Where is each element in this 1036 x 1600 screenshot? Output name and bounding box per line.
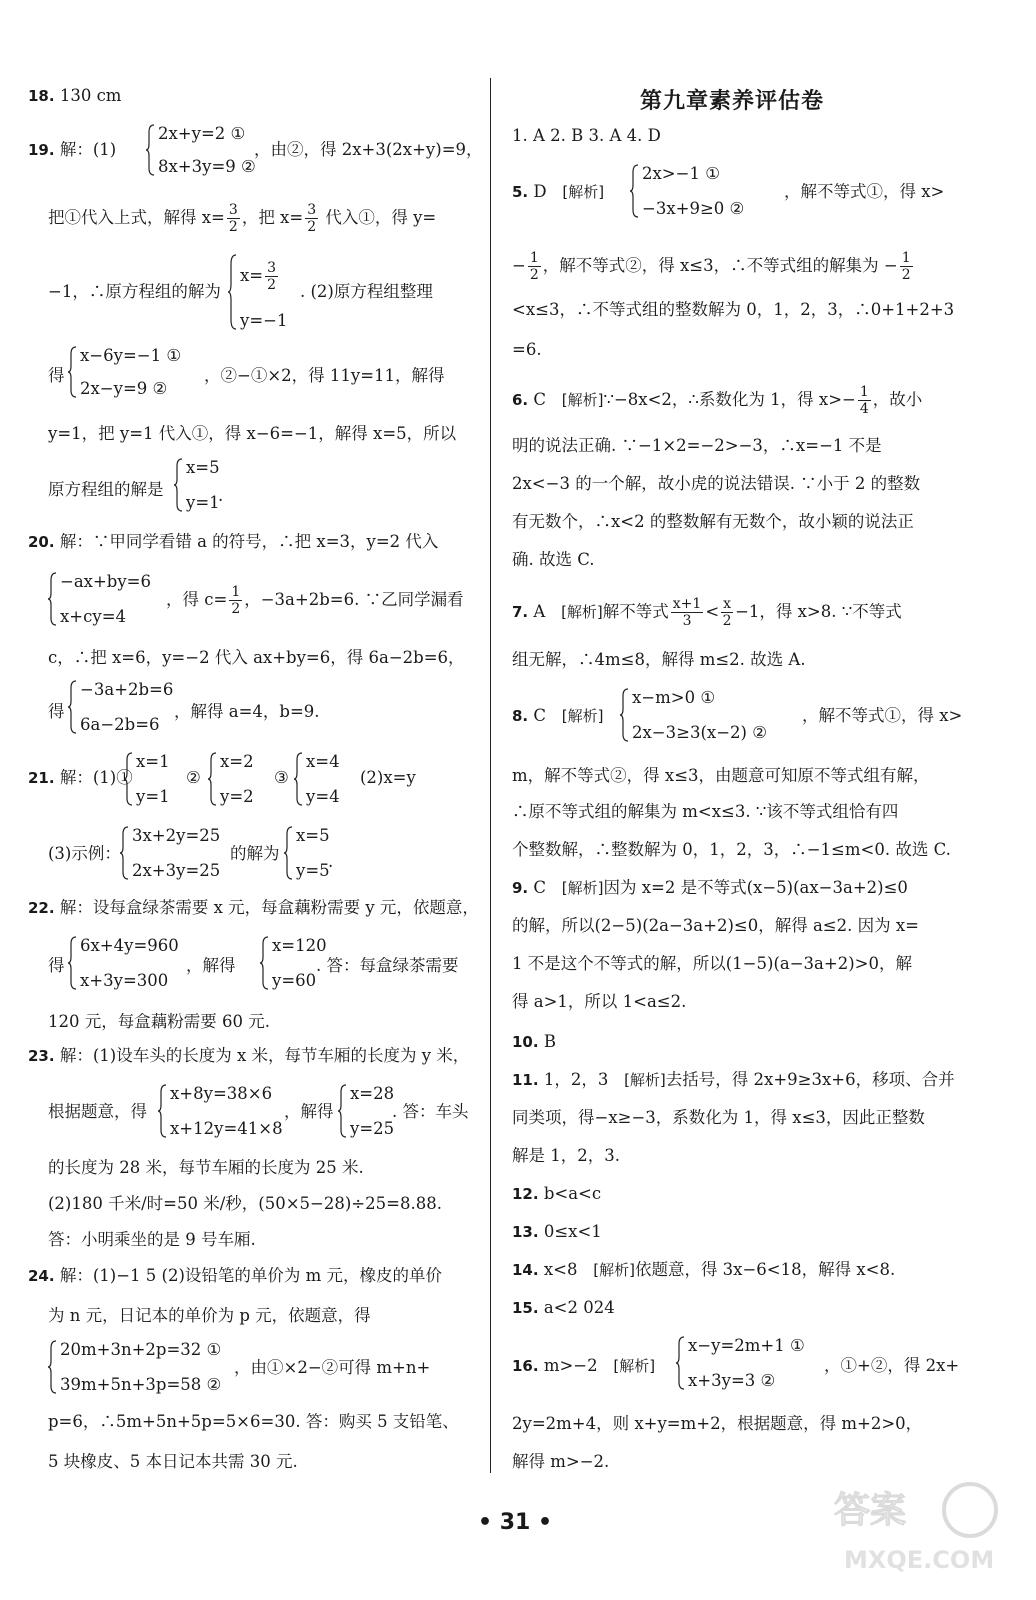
fraction: $\frac{1}{4}$ bbox=[859, 384, 869, 417]
text-line: ，解得 bbox=[284, 1102, 334, 1121]
equation-system: 6x+4y=960 x+3y=300 bbox=[68, 936, 198, 990]
text-line: 5 块橡皮、5 本日记本共需 30 元. bbox=[48, 1452, 298, 1471]
brace-icon bbox=[48, 572, 57, 626]
fraction: $\frac{1}{2}$ bbox=[901, 250, 911, 283]
answer-23-line1: 23. 解：(1)设车头的长度为 x 米，每节车厢的长度为 y 米， bbox=[28, 1046, 470, 1065]
solution-system: x=2 y=2 bbox=[208, 752, 258, 806]
text-line: 解是 1，2，3. bbox=[512, 1146, 620, 1165]
brace-icon bbox=[338, 1084, 347, 1138]
brace-icon bbox=[158, 1084, 167, 1138]
answer-21-line1: 21. 解：(1)① bbox=[28, 768, 133, 787]
brace-icon bbox=[294, 752, 303, 806]
text-line: −1，∴原方程组的解为 bbox=[48, 282, 221, 301]
answer-12: 12. b<a<c bbox=[512, 1184, 602, 1203]
column-divider bbox=[490, 78, 491, 1473]
brace-icon bbox=[124, 752, 133, 806]
equation-system: x−6y=−1 ① 2x−y=9 ② bbox=[68, 346, 218, 398]
brace-icon bbox=[228, 254, 237, 330]
text-line: 个整数解，∴整数解为 0，1，2，3，∴−1≤m<0. 故选 C. bbox=[512, 840, 951, 859]
solution-system: x= $\frac{3}{2}$ y=−1 bbox=[228, 254, 298, 330]
brace-icon bbox=[48, 1340, 57, 1394]
fraction: $\frac{3}{2}$ bbox=[267, 260, 277, 293]
brace-icon bbox=[260, 936, 269, 990]
text-line: <x≤3，∴不等式组的整数解为 0，1，2，3，∴0+1+2+3 bbox=[512, 300, 955, 319]
text-line: 的解为 bbox=[230, 844, 280, 863]
answer-20-line2: ，得 c= $\frac{1}{2}$ ，−3a+2b=6. ∵乙同学漏看 bbox=[166, 584, 464, 617]
text-line: . bbox=[218, 486, 224, 505]
watermark-logo-icon bbox=[830, 1470, 1000, 1580]
text-line: 为 n 元，日记本的单价为 p 元，依题意，得 bbox=[48, 1306, 371, 1325]
brace-icon bbox=[174, 458, 183, 512]
answer-5-line2: − $\frac{1}{2}$ ，解不等式②，得 x≤3，∴不等式组的解集为 − $\frac{1}{2}$ bbox=[512, 250, 911, 283]
fraction: $\frac{x+1}{3}$ bbox=[672, 596, 702, 629]
text-line: 2y=2m+4，则 x+y=m+2，根据题意，得 m+2>0， bbox=[512, 1414, 923, 1433]
equation-system: x−y=2m+1 ① x+3y=3 ② bbox=[676, 1336, 826, 1390]
answers-1-4: 1. A 2. B 3. A 4. D bbox=[512, 126, 661, 145]
text-line: 120 元，每盒藕粉需要 60 元. bbox=[48, 1012, 270, 1031]
text-line: (2)x=y bbox=[360, 768, 416, 787]
brace-icon bbox=[284, 826, 293, 880]
answer-24-line1: 24. 解：(1)−1 5 (2)设铅笔的单价为 m 元，橡皮的单价 bbox=[28, 1266, 443, 1285]
text-line: 得 a>1，所以 1<a≤2. bbox=[512, 992, 687, 1011]
answer-7-line1: 7. A [解析]解不等式 $\frac{x+1}{3}$ < $\frac{x}{2}$ −1，得 x>8. ∵不等式 bbox=[512, 596, 902, 629]
text-line: 得 bbox=[48, 366, 65, 385]
text-line: 解得 m>−2. bbox=[512, 1452, 610, 1471]
answer-6-line1: 6. C [解析]∵−8x<2，∴系数化为 1，得 x>− $\frac{1}{4}$ ，故小 bbox=[512, 384, 923, 417]
text-line: (2)180 千米/时=50 米/秒，(50×5−28)÷25=8.88. bbox=[48, 1194, 442, 1213]
text-line: 得 bbox=[48, 956, 65, 975]
solution-system: x=120 y=60 bbox=[260, 936, 340, 990]
equation-system: x+8y=38×6 x+12y=41×8 bbox=[158, 1084, 308, 1138]
brace-icon bbox=[676, 1336, 685, 1390]
fraction: $\frac{3}{2}$ bbox=[228, 202, 238, 235]
brace-icon bbox=[68, 936, 77, 990]
equation-system: 3x+2y=25 2x+3y=25 bbox=[120, 826, 240, 880]
text-line: y=1，把 y=1 代入①，得 x−6=−1，解得 x=5，所以 bbox=[48, 424, 457, 443]
text-line: m，解不等式②，得 x≤3，由题意可知原不等式组有解， bbox=[512, 766, 930, 785]
text-line: ，解得 bbox=[186, 956, 236, 975]
text-line: ，由①×2−②可得 m+n+ bbox=[234, 1358, 431, 1377]
brace-icon bbox=[146, 124, 155, 176]
brace-icon bbox=[630, 164, 639, 218]
text-line: 答：小明乘坐的是 9 号车厢. bbox=[48, 1230, 256, 1249]
answer-18: 18. 130 cm bbox=[28, 86, 122, 105]
answer-14: 14. x<8 [解析]依题意，得 3x−6<18，解得 x<8. bbox=[512, 1260, 896, 1279]
text-line: 同类项，得−x≥−3，系数化为 1，得 x≤3，因此正整数 bbox=[512, 1108, 925, 1127]
answer-22-line1: 22. 解：设每盒绿茶需要 x 元，每盒藕粉需要 y 元，依题意， bbox=[28, 898, 479, 917]
equation-system: 20m+3n+2p=32 ① 39m+5n+3p=58 ② bbox=[48, 1340, 248, 1394]
text-line: 根据题意，得 bbox=[48, 1102, 147, 1121]
fraction: $\frac{1}{2}$ bbox=[529, 250, 539, 283]
text-line: . (2)原方程组整理 bbox=[300, 282, 433, 301]
brace-icon bbox=[68, 346, 77, 398]
fraction: $\frac{1}{2}$ bbox=[231, 584, 241, 617]
text-line: ，解不等式①，得 x> bbox=[784, 182, 945, 201]
equation-system: 2x+y=2 ① 8x+3y=9 ② bbox=[146, 124, 286, 176]
answer-8-line1: 8. C [解析] bbox=[512, 706, 604, 725]
text-line: ，由②，得 2x+3(2x+y)=9， bbox=[254, 140, 483, 159]
text-line: 的长度为 28 米，每节车厢的长度为 25 米. bbox=[48, 1158, 364, 1177]
text-line: 的解，所以(2−5)(2a−3a+2)≤0，解得 a≤2. 因为 x= bbox=[512, 916, 919, 935]
text-line: 确. 故选 C. bbox=[512, 550, 595, 569]
brace-icon bbox=[620, 688, 629, 742]
text-line: (3)示例： bbox=[48, 844, 121, 863]
solution-system: x=28 y=25 bbox=[338, 1084, 408, 1138]
answer-11-line1: 11. 1，2，3 [解析]去括号，得 2x+9≥3x+6，移项、合并 bbox=[512, 1070, 955, 1089]
text-line: 2x<−3 的一个解，故小虎的说法错误. ∵小于 2 的整数 bbox=[512, 474, 921, 493]
equation-system: −3a+2b=6 6a−2b=6 bbox=[68, 680, 188, 734]
solution-system: x=4 y=4 bbox=[294, 752, 344, 806]
text-line: . 答：车头 bbox=[392, 1102, 469, 1121]
text-line: c，∴把 x=6，y=−2 代入 ax+by=6，得 6a−2b=6， bbox=[48, 648, 465, 667]
svg-text:MXQE.COM: MXQE.COM bbox=[844, 1546, 995, 1574]
answer-19-line2: 把①代入上式，解得 x= $\frac{3}{2}$ ，把 x= $\frac{3}{2}$ 代入①，得 y= bbox=[48, 202, 437, 235]
answer-15: 15. a<2 024 bbox=[512, 1298, 615, 1317]
page-number: • 31 • bbox=[478, 1510, 553, 1535]
answer-19-line1: 19. 解：(1) bbox=[28, 140, 117, 159]
solution-system: x=1 y=1 bbox=[124, 752, 174, 806]
answer-9-line1: 9. C [解析]因为 x=2 是不等式(x−5)(ax−3a+2)≤0 bbox=[512, 878, 908, 897]
equation-system: x−m>0 ① 2x−3≥3(x−2) ② bbox=[620, 688, 800, 742]
brace-icon bbox=[208, 752, 217, 806]
fraction: $\frac{x}{2}$ bbox=[722, 596, 732, 629]
text-line: ③ bbox=[274, 768, 289, 787]
answer-5-line1: 5. D [解析] bbox=[512, 182, 605, 201]
text-line: ，解不等式①，得 x> bbox=[802, 706, 963, 725]
text-line: . bbox=[328, 852, 334, 871]
text-line: ，解得 a=4，b=9. bbox=[174, 702, 320, 721]
text-line: 有无数个，∴x<2 的整数解有无数个，故小颖的说法正 bbox=[512, 512, 914, 531]
text-line: p=6，∴5m+5n+5p=5×6=30. 答：购买 5 支铅笔、 bbox=[48, 1412, 459, 1431]
answer-20-line1: 20. 解：∵甲同学看错 a 的符号，∴把 x=3，y=2 代入 bbox=[28, 532, 439, 551]
answer-10: 10. B bbox=[512, 1032, 556, 1051]
answer-13: 13. 0≤x<1 bbox=[512, 1222, 602, 1241]
text-line: =6. bbox=[512, 340, 542, 359]
text-line: 得 bbox=[48, 702, 65, 721]
equation-system: 2x>−1 ① −3x+9≥0 ② bbox=[630, 164, 780, 218]
fraction: $\frac{3}{2}$ bbox=[307, 202, 317, 235]
text-line: ② bbox=[186, 768, 201, 787]
equation-system: −ax+by=6 x+cy=4 bbox=[48, 572, 168, 626]
solution-system: x=5 y=1 bbox=[174, 458, 234, 512]
text-line: ，②−①×2，得 11y=11，解得 bbox=[204, 366, 445, 385]
text-line: 明的说法正确. ∵−1×2=−2>−3，∴x=−1 不是 bbox=[512, 436, 882, 455]
text-line: 1 不是这个不等式的解，所以(1−5)(a−3a+2)>0，解 bbox=[512, 954, 912, 973]
section-title: 第九章素养评估卷 bbox=[640, 89, 825, 114]
answer-16-line1: 16. m>−2 [解析] bbox=[512, 1356, 656, 1375]
text-line: ∴原不等式组的解集为 m<x≤3. ∵该不等式组恰有四 bbox=[512, 802, 899, 821]
text-line: 原方程组的解是 bbox=[48, 480, 164, 499]
brace-icon bbox=[120, 826, 129, 880]
svg-text:答案: 答案 bbox=[834, 1490, 907, 1531]
solution-system: x=5 y=5 bbox=[284, 826, 334, 880]
text-line: . 答：每盒绿茶需要 bbox=[316, 956, 459, 975]
text-line: ，①+②，得 2x+ bbox=[824, 1356, 960, 1375]
text-line: 组无解，∴4m≤8，解得 m≤2. 故选 A. bbox=[512, 650, 806, 669]
brace-icon bbox=[68, 680, 77, 734]
